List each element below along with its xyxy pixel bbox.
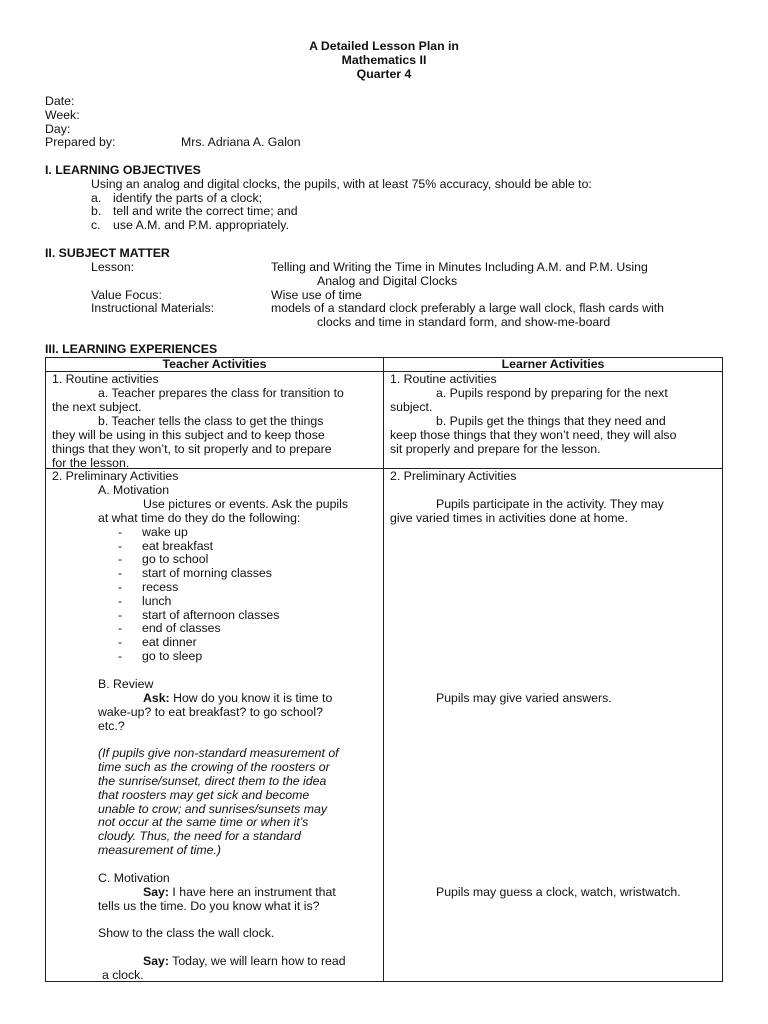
say1-line1	[143, 886, 336, 900]
objective-text-c: use A.M. and P.M. appropriately.	[113, 218, 289, 232]
list-dash: -	[118, 621, 123, 635]
motivation-heading: A. Motivation	[98, 483, 170, 497]
list-item: recess	[142, 580, 179, 594]
value-focus-label: Value Focus:	[91, 288, 162, 302]
note-line: time such as the crowing of the roosters or	[98, 760, 330, 774]
say1-line2: tells us the time. Do you know what it is?	[98, 899, 320, 913]
learning-experiences-table	[45, 357, 723, 982]
objectives-heading: I. LEARNING OBJECTIVES	[45, 163, 201, 177]
learner-motivation-line1: Pupils participate in the activity. They may	[436, 497, 664, 511]
objective-marker-c: c.	[91, 218, 101, 232]
say-label: Say:	[143, 954, 169, 968]
learner-preliminary-title: 2. Preliminary Activities	[390, 469, 517, 483]
learner-motivation-c-text: Pupils may guess a clock, watch, wristwatch.	[436, 885, 681, 899]
review-heading: B. Review	[98, 677, 154, 691]
list-item: eat dinner	[142, 635, 197, 649]
learner-routine-a1: a. Pupils respond by preparing for the next	[436, 386, 668, 400]
document-title-line1: A Detailed Lesson Plan in	[309, 39, 459, 53]
say2-text: Today, we will learn how to read	[168, 954, 346, 968]
learner-activities-header: Learner Activities	[384, 358, 723, 372]
note-line: that roosters may get sick and become	[98, 788, 310, 802]
note-line: measurement of time.)	[98, 843, 222, 857]
note-line: cloudy. Thus, the need for a standard	[98, 829, 301, 843]
day-label: Day:	[45, 122, 71, 136]
list-dash: -	[118, 525, 123, 539]
list-item: eat breakfast	[142, 539, 214, 553]
teacher-preliminary-title: 2. Preliminary Activities	[52, 469, 179, 483]
say-label: Say:	[143, 885, 169, 899]
ask-line3: etc.?	[98, 719, 125, 733]
list-dash: -	[118, 594, 123, 608]
materials-text-line2: clocks and time in standard form, and show-me-board	[317, 315, 611, 329]
subject-matter-heading: II. SUBJECT MATTER	[45, 246, 170, 260]
learner-routine-cell	[384, 372, 723, 469]
list-dash: -	[118, 635, 123, 649]
objective-marker-b: b.	[91, 204, 102, 218]
lesson-label: Lesson:	[91, 260, 135, 274]
learner-routine-b3: sit properly and prepare for the lesson.	[390, 442, 601, 456]
learner-routine-a2: subject.	[390, 400, 433, 414]
value-focus-text: Wise use of time	[271, 288, 362, 302]
table-row	[46, 372, 723, 469]
note-line: unable to crow; and sunrises/sunsets may	[98, 802, 327, 816]
teacher-routine-a1: a. Teacher prepares the class for transition to	[98, 386, 344, 400]
list-dash: -	[118, 608, 123, 622]
ask-line2: wake-up? to eat breakfast? to go school?	[98, 705, 323, 719]
document-title-line3: Quarter 4	[356, 67, 412, 81]
note-line: not occur at the same time or when it’s	[98, 815, 309, 829]
objective-text-a: identify the parts of a clock;	[113, 191, 263, 205]
teacher-preliminary-cell	[46, 469, 384, 982]
note-line: the sunrise/sunset, direct them to the idea	[98, 774, 327, 788]
ask-line1	[143, 692, 332, 706]
materials-text-line1: models of a standard clock preferably a large wall clock, flash cards with	[271, 301, 664, 315]
lesson-text-line1: Telling and Writing the Time in Minutes Including A.M. and P.M. Using	[271, 260, 648, 274]
week-label: Week:	[45, 108, 80, 122]
list-item: start of morning classes	[142, 566, 272, 580]
objective-text-b: tell and write the correct time; and	[113, 204, 298, 218]
list-item: lunch	[142, 594, 172, 608]
learner-routine-b2: keep those things that they won’t need, they will also	[390, 428, 677, 442]
list-dash: -	[118, 552, 123, 566]
learner-motivation-line2: give varied times in activities done at home.	[390, 511, 628, 525]
prepared-by-label: Prepared by:	[45, 135, 116, 149]
teacher-activities-header: Teacher Activities	[46, 358, 384, 372]
list-item: go to school	[142, 552, 209, 566]
prepared-by-value: Mrs. Adriana A. Galon	[181, 135, 301, 149]
learner-review-text: Pupils may give varied answers.	[436, 691, 612, 705]
objectives-intro: Using an analog and digital clocks, the pupils, with at least 75% accuracy, should be able to:	[91, 177, 592, 191]
ask-text: How do you know it is time to	[169, 691, 333, 705]
teacher-routine-b3: things that they won’t, to sit properly and to prepare	[52, 442, 332, 456]
experiences-heading: III. LEARNING EXPERIENCES	[45, 342, 218, 356]
teacher-routine-title: 1. Routine activities	[52, 372, 159, 386]
list-item: go to sleep	[142, 649, 203, 663]
materials-label: Instructional Materials:	[91, 301, 215, 315]
say1-text: I have here an instrument that	[168, 885, 336, 899]
teacher-routine-cell	[46, 372, 384, 469]
list-item: start of afternoon classes	[142, 608, 280, 622]
learner-preliminary-cell	[384, 469, 723, 982]
table-header-row	[46, 358, 723, 372]
motivation-line2: at what time do they do the following:	[98, 511, 301, 525]
list-dash: -	[118, 580, 123, 594]
note-line: (If pupils give non-standard measurement of	[98, 746, 339, 760]
list-dash: -	[118, 566, 123, 580]
date-label: Date:	[45, 94, 75, 108]
teacher-routine-a2: the next subject.	[52, 400, 142, 414]
teacher-routine-b1: b. Teacher tells the class to get the things	[98, 414, 324, 428]
show-clock-text: Show to the class the wall clock.	[98, 926, 275, 940]
list-item: end of classes	[142, 621, 221, 635]
teacher-routine-b2: they will be using in this subject and to keep those	[52, 428, 325, 442]
say2-line2: a clock.	[102, 968, 144, 982]
teacher-routine-b4: for the lesson.	[52, 456, 130, 470]
list-dash: -	[118, 539, 123, 553]
objective-marker-a: a.	[91, 191, 102, 205]
document-title-line2: Mathematics II	[341, 53, 427, 67]
list-item: wake up	[142, 525, 188, 539]
say2-line1	[143, 955, 346, 969]
lesson-text-line2: Analog and Digital Clocks	[317, 274, 458, 288]
motivation-c-heading: C. Motivation	[98, 871, 170, 885]
table-row	[46, 469, 723, 982]
learner-routine-title: 1. Routine activities	[390, 372, 497, 386]
learner-routine-b1: b. Pupils get the things that they need and	[436, 414, 666, 428]
motivation-line1: Use pictures or events. Ask the pupils	[143, 497, 349, 511]
ask-label: Ask:	[143, 691, 170, 705]
list-dash: -	[118, 649, 123, 663]
